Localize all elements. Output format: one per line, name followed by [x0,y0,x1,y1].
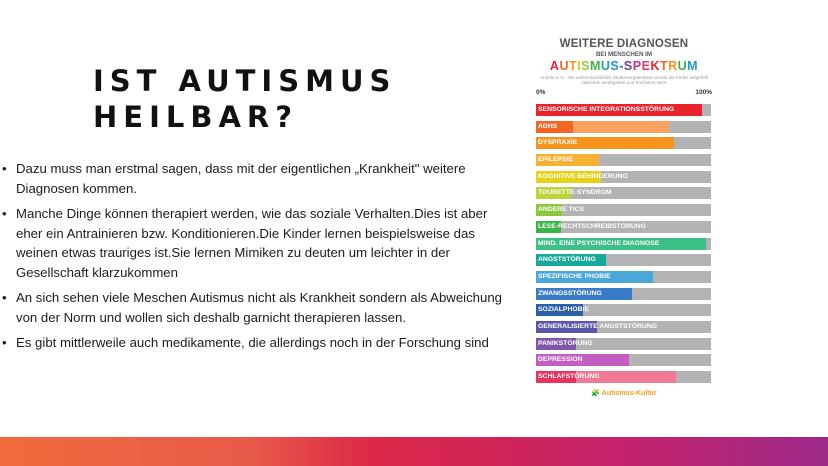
spectrum-letter: U [559,59,569,73]
diagnosis-bar [536,121,711,133]
spectrum-letter: T [659,59,669,73]
diagnosis-bar [536,304,711,316]
spectrum-letter: K [650,59,660,73]
scale-min-label: 0% [536,88,546,96]
bullet-dot: • [2,206,7,221]
scale-max-label: 100% [695,88,712,96]
diagnosis-bar [536,221,711,233]
diagnosis-bar [536,354,711,366]
diagnosis-bar-label: KOGNITIVE BEHINDERUNG [538,172,628,180]
brand-label [534,389,714,397]
diagnosis-bar-label: GENERALISIERTE ANGSTSTÖRUNG [538,322,658,330]
diagnosis-bar [536,137,711,149]
diagnoses-infographic [534,38,714,400]
diagnosis-bar [536,154,711,166]
bullet-text: Manche Dinge können therapiert werden, wie das soziale Verhalten.Dies ist aber eher ein Antrainieren bzw. Konditionieren.Die Kinder lernen beispielsweise das weinen etwas trauriges ist.Sie lernen Mimiken zu deuten um leichter in der Gesellschaft klarzukommen [16,206,488,280]
spectrum-letter: S [581,59,590,73]
infographic-title: WEITERE DIAGNOSEN [559,38,689,50]
diagnosis-bar [536,321,711,333]
bullet-item [0,288,505,327]
diagnosis-bars [536,104,711,388]
infographic-subtitle: BEI MENSCHEN IM [595,51,653,58]
spectrum-letter: U [600,59,611,73]
diagnosis-bar-label: SPEZIFISCHE PHOBIE [538,272,611,280]
diagnosis-bar [536,187,711,199]
brand-name: Autismus-Kultur [601,390,657,397]
spectrum-letter: S [610,59,620,73]
diagnosis-bar-label: LESE-RECHTSCHREIBSTÖRUNG [538,222,647,230]
diagnosis-bar-label: TOURETTE-SYNDROM [538,189,612,197]
spectrum-letter: I [577,59,582,73]
diagnosis-bar-label: MIND. EINE PSYCHISCHE DIAGNOSE [538,239,660,247]
bullet-text: Es gibt mittlerweile auch medikamente, die allerdings noch in der Forschung sind [16,335,489,350]
spectrum-letter: - [619,59,624,73]
diagnosis-bar-label: SENSORISCHE INTEGRATIONSSTÖRUNG [538,106,675,113]
diagnosis-bar [536,288,711,300]
infographic-spectrum-heading [534,59,714,73]
spectrum-letter: M [589,59,601,73]
infographic-note: Anteile in % - bei unterschiedlichen Studienergebnissen wurde die Farbe aufgefüllt zwischen niedrigstem und höchstem Wert [540,75,708,86]
diagnosis-bar-label: ADHS [538,122,558,130]
footer-gradient-band [0,437,828,466]
spectrum-letter: P [632,59,642,73]
diagnosis-bar-label: SCHLAFSTÖRUNG [538,373,600,380]
bullet-item [0,159,505,198]
diagnosis-bar [536,104,711,116]
spectrum-letter: A [549,59,560,73]
bullet-dot: • [2,161,7,176]
puzzle-logo-icon: 🧩 [591,390,601,397]
bullet-item [0,333,505,353]
bullet-item [0,204,505,282]
spectrum-letter: U [677,59,688,73]
bullet-dot: • [2,290,7,305]
diagnosis-bar [536,254,711,266]
diagnosis-bar-label: ANDERE TICS [538,206,585,214]
bullet-dot: • [2,335,7,350]
diagnosis-bar-label: PANIKSTÖRUNG [538,339,593,347]
diagnosis-bar [536,238,711,250]
diagnosis-bar [536,338,711,350]
diagnosis-bar [536,271,711,283]
diagnosis-bar-label: ANGSTSTÖRUNG [538,256,596,264]
spectrum-letter: R [668,59,678,73]
diagnosis-bar [536,204,711,216]
spectrum-letter: T [568,59,578,73]
spectrum-letter: E [641,59,651,73]
diagnosis-bar-label: DYSPRAXIE [538,139,578,147]
diagnosis-bar [536,371,711,383]
bullet-text: Dazu muss man erstmal sagen, dass mit der eigentlichen „Krankheit" weitere Diagnosen kommen. [16,161,466,196]
spectrum-letter: S [623,59,633,73]
diagnosis-bar-label: EPILEPSIE [538,156,574,164]
infographic-scale [534,88,714,97]
diagnosis-bar-label: SOZIALPHOBIE [538,306,589,314]
slide-title: IST AUTISMUS HEILBAR? [93,64,397,134]
bullet-text: An sich sehen viele Meschen Autismus nicht als Krankheit sondern als Abweichung von der Norm und wollen sich deshalb garnicht therapieren lassen. [16,290,503,325]
diagnosis-bar-label: ZWANGSSTÖRUNG [538,289,602,297]
bullet-list [0,159,505,359]
diagnosis-bar [536,171,711,183]
diagnosis-bar-label: DEPRESSION [538,356,583,364]
spectrum-letter: M [687,59,699,73]
